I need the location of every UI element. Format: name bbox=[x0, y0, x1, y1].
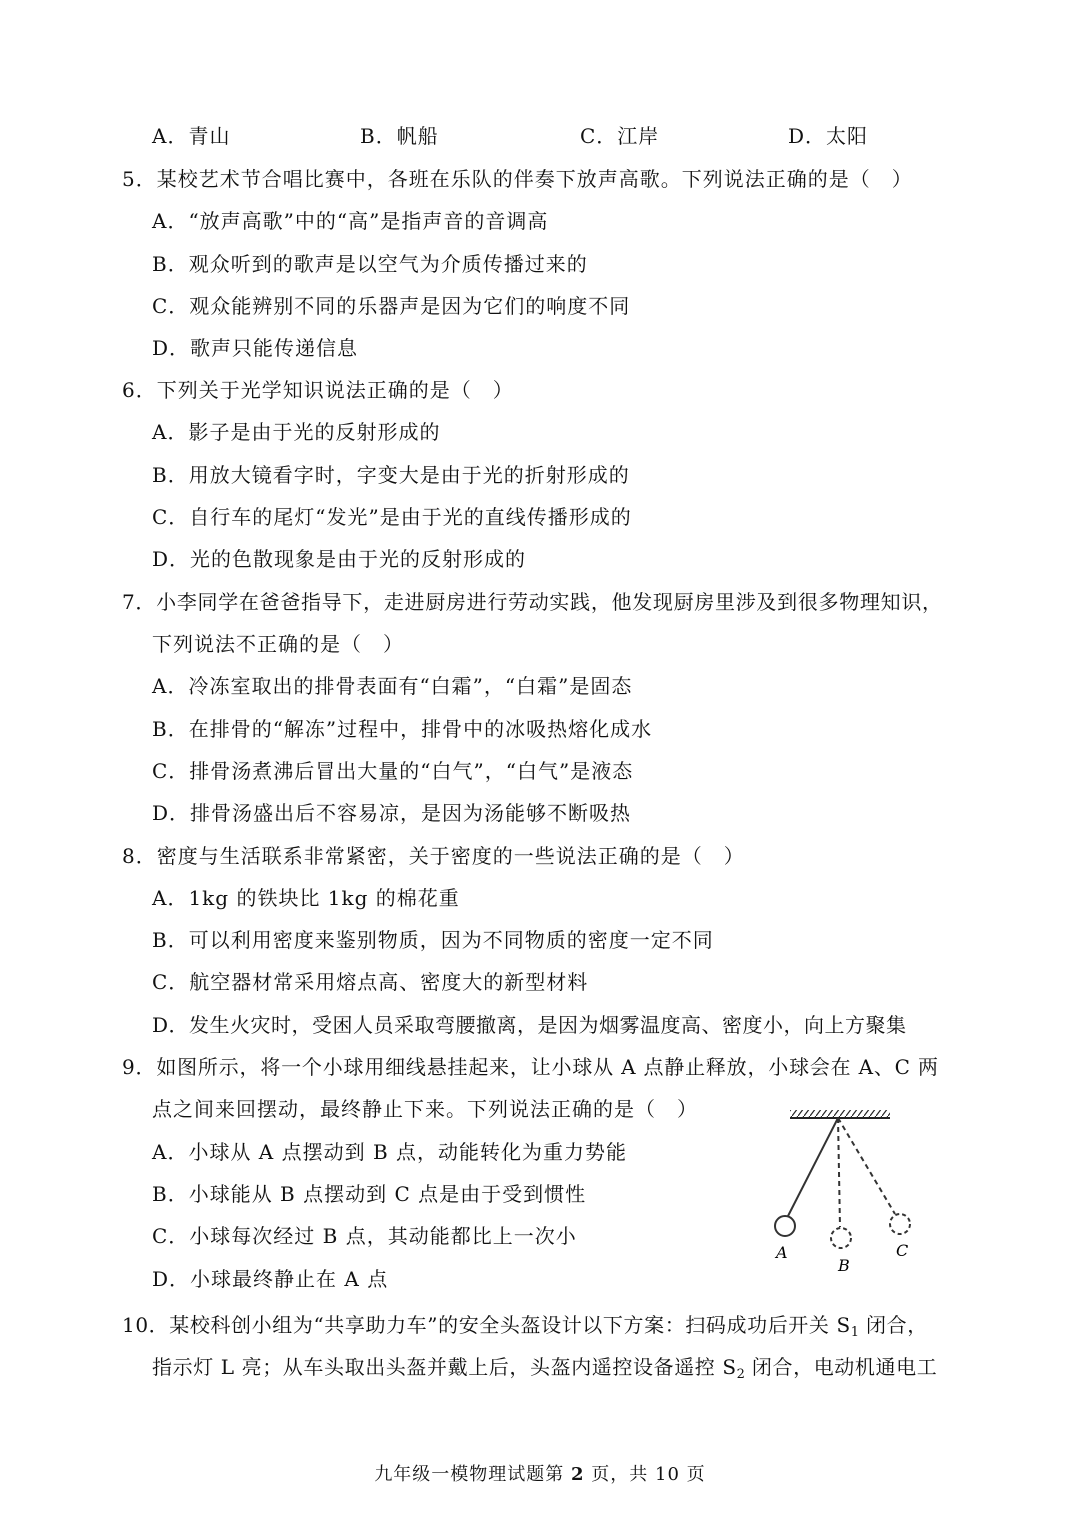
q4-option-b: B．帆船 bbox=[360, 124, 439, 148]
q10-line2-text: 指示灯 L 亮；从车头取出头盔并戴上后，头盔内遥控设备遥控 S bbox=[152, 1355, 737, 1379]
q10-stem-line2 bbox=[152, 1353, 937, 1389]
ball-a bbox=[775, 1216, 795, 1236]
q4-option-a: A．青山 bbox=[152, 124, 231, 148]
ball-b bbox=[831, 1228, 851, 1248]
q10-s1-subscript: 1 bbox=[850, 1325, 860, 1340]
q8-option-b: B．可以利用密度来鉴别物质，因为不同物质的密度一定不同 bbox=[152, 928, 714, 952]
q6-option-a: A．影子是由于光的反射形成的 bbox=[152, 420, 441, 444]
q9-option-b: B．小球能从 B 点摆动到 C 点是由于受到惯性 bbox=[152, 1182, 587, 1206]
q10-line2-tail: 闭合，电动机通电工 bbox=[744, 1355, 938, 1379]
label-a: A bbox=[776, 1243, 788, 1262]
footer-mid: 页，共 bbox=[584, 1464, 656, 1485]
q9-stem-line2: 点之间来回摆动，最终静止下来。下列说法正确的是（ ） bbox=[152, 1097, 698, 1121]
q7-option-c: C．排骨汤煮沸后冒出大量的“白气”，“白气”是液态 bbox=[152, 759, 634, 783]
q6-option-c: C．自行车的尾灯“发光”是由于光的直线传播形成的 bbox=[152, 505, 632, 529]
q6-option-b: B．用放大镜看字时，字变大是由于光的折射形成的 bbox=[152, 463, 630, 487]
q10-stem-line1 bbox=[122, 1311, 928, 1347]
q7-stem-line1: 7．小李同学在爸爸指导下，走进厨房进行劳动实践，他发现厨房里涉及到很多物理知识， bbox=[122, 590, 943, 614]
q9-option-d: D．小球最终静止在 A 点 bbox=[152, 1267, 389, 1291]
q5-option-b: B．观众听到的歌声是以空气为介质传播过来的 bbox=[152, 252, 588, 276]
footer-suffix: 页 bbox=[679, 1464, 706, 1485]
label-b: B bbox=[838, 1256, 850, 1275]
q7-option-a: A．冷冻室取出的排骨表面有“白霜”，“白霜”是固态 bbox=[152, 674, 633, 698]
ball-c bbox=[890, 1214, 910, 1234]
q5-option-c: C．观众能辨别不同的乐器声是因为它们的响度不同 bbox=[152, 294, 631, 318]
string-c bbox=[838, 1118, 895, 1214]
q4-option-d: D．太阳 bbox=[788, 124, 869, 148]
q8-option-c: C．航空器材常采用熔点高、密度大的新型材料 bbox=[152, 970, 589, 994]
q4-option-c: C．江岸 bbox=[580, 124, 660, 148]
q6-stem: 6．下列关于光学知识说法正确的是（ ） bbox=[122, 378, 514, 402]
footer-total-pages: 10 bbox=[655, 1464, 680, 1485]
string-a bbox=[788, 1118, 838, 1216]
footer-prefix: 九年级一模物理试题第 bbox=[374, 1464, 572, 1485]
label-c: C bbox=[896, 1241, 909, 1260]
q10-s2-subscript: 2 bbox=[736, 1367, 745, 1382]
footer-page-number: 2 bbox=[571, 1464, 585, 1485]
q6-option-d: D．光的色散现象是由于光的反射形成的 bbox=[152, 547, 527, 571]
q10-line1-tail: 闭合， bbox=[859, 1313, 928, 1337]
q7-option-d: D．排骨汤盛出后不容易凉，是因为汤能够不断吸热 bbox=[152, 801, 632, 825]
q7-option-b: B．在排骨的“解冻”过程中，排骨中的冰吸热熔化成水 bbox=[152, 717, 653, 741]
q10-line1-text: 10．某校科创小组为“共享助力车”的安全头盔设计以下方案：扫码成功后开关 S bbox=[122, 1313, 851, 1337]
ceiling-hatch bbox=[790, 1110, 890, 1118]
q8-option-a: A．1kg 的铁块比 1kg 的棉花重 bbox=[152, 886, 460, 910]
q8-option-d: D．发生火灾时，受困人员采取弯腰撤离，是因为烟雾温度高、密度小，向上方聚集 bbox=[152, 1013, 907, 1037]
q9-option-c: C．小球每次经过 B 点，其动能都比上一次小 bbox=[152, 1224, 577, 1248]
q8-stem: 8．密度与生活联系非常紧密，关于密度的一些说法正确的是（ ） bbox=[122, 844, 745, 868]
q5-stem: 5．某校艺术节合唱比赛中，各班在乐队的伴奏下放声高歌。下列说法正确的是（ ） bbox=[122, 167, 913, 191]
q9-option-a: A．小球从 A 点摆动到 B 点，动能转化为重力势能 bbox=[152, 1140, 628, 1164]
string-b bbox=[838, 1118, 840, 1227]
q5-option-a: A．“放声高歌”中的“高”是指声音的音调高 bbox=[152, 209, 549, 233]
q5-option-d: D．歌声只能传递信息 bbox=[152, 336, 359, 360]
page-footer bbox=[0, 1462, 1080, 1488]
q7-stem-line2: 下列说法不正确的是（ ） bbox=[152, 632, 404, 656]
q9-stem-line1: 9．如图所示，将一个小球用细线悬挂起来，让小球从 A 点静止释放，小球会在 A、C 两 bbox=[122, 1055, 939, 1079]
pendulum-figure bbox=[768, 1100, 928, 1280]
